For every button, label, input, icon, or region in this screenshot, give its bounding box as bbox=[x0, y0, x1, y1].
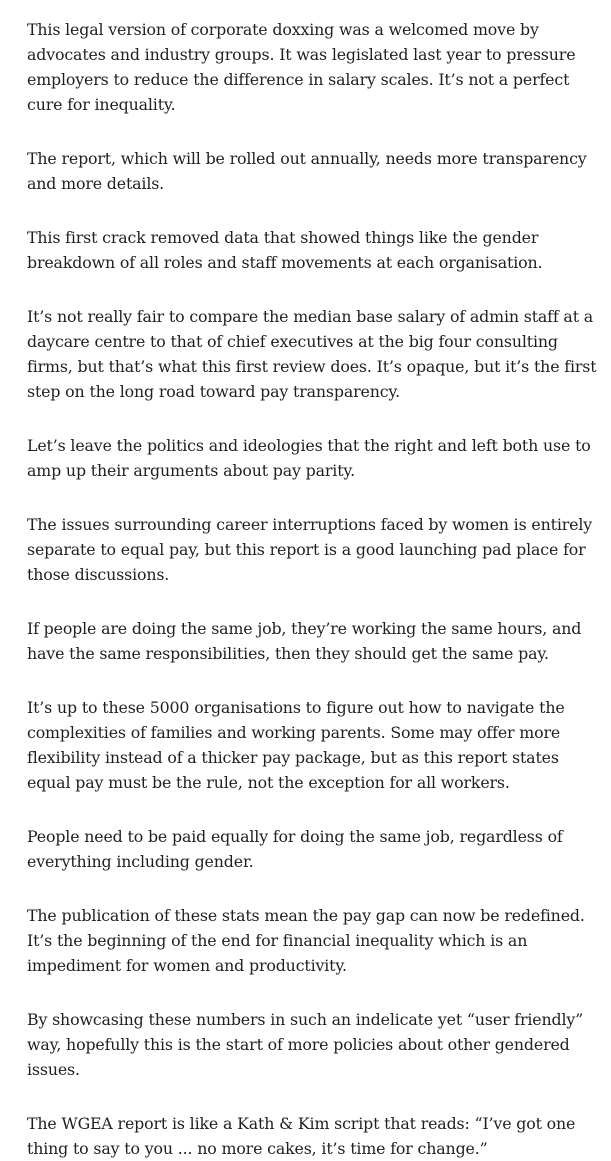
paragraph-12: The WGEA report is like a Kath & Kim script that reads: “I’ve got one thing to say to you ... no more cakes, it’s time for change.” bbox=[27, 1114, 576, 1158]
paragraph-7: If people are doing the same job, they’re working the same hours, and have the same responsibilities, then they should get the same pay. bbox=[27, 619, 582, 663]
paragraph-11: By showcasing these numbers in such an indelicate yet “user friendly” way, hopefully this is the start of more policies about other gendered issues. bbox=[27, 1010, 584, 1079]
paragraph-1: This legal version of corporate doxxing was a welcomed move by advocates and industry groups. It was legislated last year to pressure employers to reduce the difference in salary scales. It’s not a perfect cure for inequality. bbox=[27, 20, 576, 114]
paragraph-3: This first crack removed data that showed things like the gender breakdown of all roles and staff movements at each organisation. bbox=[27, 228, 543, 272]
paragraph-5: Let’s leave the politics and ideologies that the right and left both use to amp up their arguments about pay parity. bbox=[27, 436, 591, 480]
paragraph-2: The report, which will be rolled out annually, needs more transparency and more details. bbox=[27, 149, 587, 193]
paragraph-10: The publication of these stats mean the pay gap can now be redefined. It’s the beginning of the end for financial inequality which is an impediment for women and productivity. bbox=[27, 906, 585, 975]
paragraph-4: It’s not really fair to compare the median base salary of admin staff at a daycare centre to that of chief executives at the big four consulting firms, but that’s what this first review does. It’s opaque, but it’s the first step on the long road toward pay transparency. bbox=[27, 307, 597, 401]
paragraph-8: It’s up to these 5000 organisations to figure out how to navigate the complexities of families and working parents. Some may offer more flexibility instead of a thicker pay package, but as this report states equal pay must be the rule, not the exception for all workers. bbox=[27, 698, 565, 792]
paragraph-6: The issues surrounding career interruptions faced by women is entirely separate to equal pay, but this report is a good launching pad place for those discussions. bbox=[27, 515, 593, 584]
paragraph-9: People need to be paid equally for doing the same job, regardless of everything including gender. bbox=[27, 827, 563, 871]
